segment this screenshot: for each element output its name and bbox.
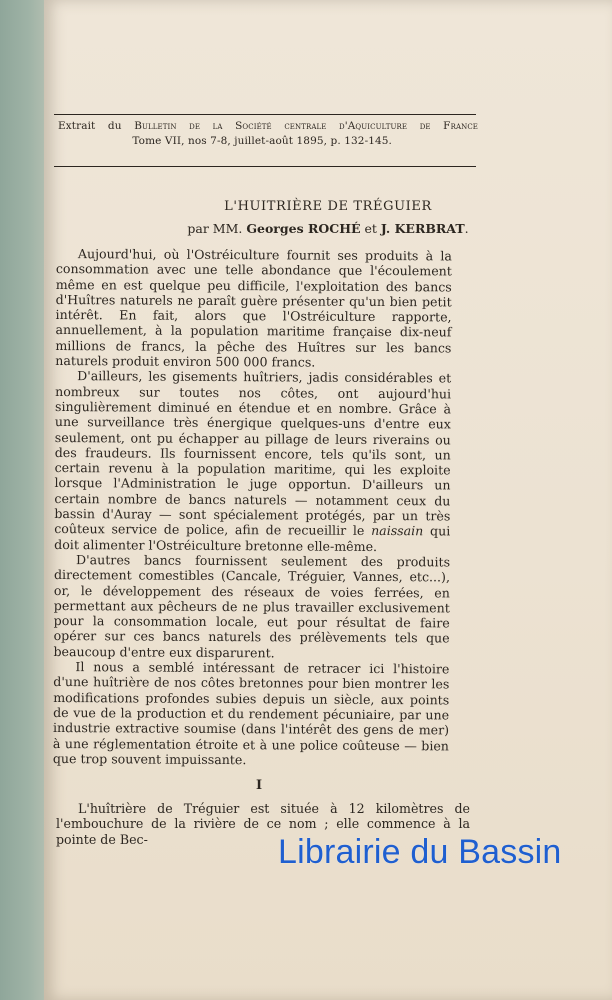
extract-line-1: Extrait du Bulletin de la Société centrale d'Aquiculture de France	[58, 120, 478, 132]
author-kerbrat: J. KERBRAT	[380, 221, 465, 236]
extract-line-2: Tome VII, nos 7-8, juillet-août 1895, p. 132-145.	[132, 135, 392, 147]
section-heading: I	[255, 778, 263, 793]
header-rule-bottom	[54, 166, 476, 167]
header-rule-top	[54, 114, 476, 115]
bookseller-watermark: Librairie du Bassin	[278, 833, 562, 871]
article-body	[53, 246, 452, 769]
paragraph-1: Aujourd'hui, où l'Ostréiculture fournit ses produits à la consommation avec une telle abondance que l'écoulement même en est quelque peu difficile, l'exploitation des bancs d'Huîtres naturels ne paraît guère présenter qu'un bien petit intérêt. En fait, alors que l'Ostréiculture rapporte, annuellement, à la population maritime française dix-neuf millions de francs, la pêche des Huîtres sur les bancs naturels produit environ 500 000 francs.	[55, 246, 452, 370]
article-byline: par MM. Georges ROCHÉ et J. KERBRAT.	[187, 221, 469, 236]
paragraph-3: D'autres bancs fournissent seulement des produits directement comestibles (Cancale, Tréguier, Vannes, etc...), or, le développement des réseaux de voies ferrées, en permettant aux pêcheurs de ne plus travailler exclusivement pour la consommation locale, eut pour résultat de faire opérer sur ces bancs naturels des prélèvements tels que beaucoup d'entre eux disparurent.	[53, 552, 451, 661]
extract-citation	[58, 119, 478, 149]
naissain-term: naissain	[371, 523, 424, 539]
article-title: L'HUITRIÈRE DE TRÉGUIER	[224, 199, 432, 214]
author-roche: Georges ROCHÉ	[246, 221, 361, 236]
paragraph-2: D'ailleurs, les gisements huîtriers, jadis considérables et nombreux sur toutes nos côtes, ont aujourd'hui singulièrement diminué en étendue et en nombre. Grâce à une surveillance très énergique quelques-uns d'entre eux seulement, ont pu échapper au pillage de leurs riverains ou des fraudeurs. Ils fournissent encore, tels qu'ils sont, un certain revenu à la population maritime, qui les exploite lorsque l'Administration le juge opportun. D'ailleurs un certain nombre de bancs naturels — notamment ceux du bassin d'Auray — sont spécialement protégés, par un très coûteux service de police, afin de recueillir le naissain qui doit alimenter l'Ostréiculture bretonne elle-même.	[54, 368, 452, 554]
section-paragraph: L'huîtrière de Tréguier est située à 12 kilomètres de l'embouchure de la rivière de ce nom ; elle commence à la pointe de Bec-	[56, 801, 470, 847]
paragraph-4: Il nous a semblé intéressant de retracer ici l'histoire d'une huîtrière de nos côtes bretonnes pour bien montrer les modifications profondes subies depuis un siècle, aux points de vue de la production et du rendement pécuniaire, par une industrie extractive soumise (dans l'intérêt des gens de mer) à une réglementation étroite et à une police coûteuse — bien que trop souvent impuissante.	[52, 659, 450, 767]
